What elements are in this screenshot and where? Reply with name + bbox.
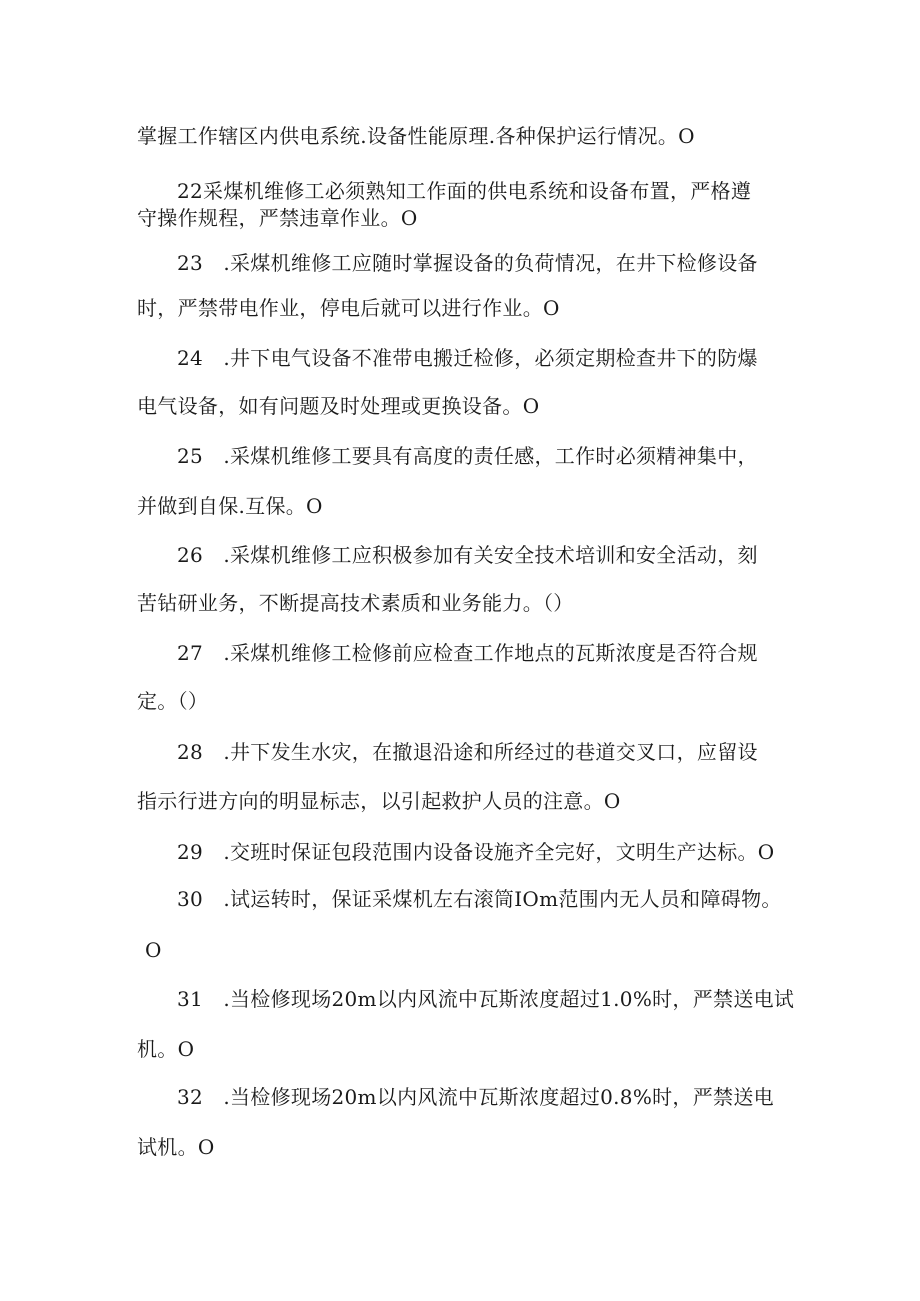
item-23-line-1: 23 .采煤机维修工应随时掌握设备的负荷情况，在井下检修设备: [177, 251, 758, 275]
item-29-line-1: 29 .交班时保证包段范围内设备设施齐全完好，文明生产达标。O: [177, 840, 775, 864]
item-28-line-2: 指示行进方向的明显标志，以引起救护人员的注意。O: [137, 789, 621, 813]
item-28-line-1: 28 .井下发生水灾，在撤退沿途和所经过的巷道交叉口，应留设: [177, 740, 758, 764]
item-22-line-2: 守操作规程，严禁违章作业。O: [137, 206, 418, 230]
item-24-line-1: 24 .井下电气设备不准带电搬迁检修，必须定期检查井下的防爆: [177, 346, 758, 370]
item-25-line-1: 25 .采煤机维修工要具有高度的责任感，工作时必须精神集中，: [177, 444, 758, 468]
item-27-line-1: 27 .采煤机维修工检修前应检查工作地点的瓦斯浓度是否符合规: [177, 641, 758, 665]
item-23-line-2: 时，严禁带电作业，停电后就可以进行作业。O: [137, 296, 560, 320]
item-25-line-2: 并做到自保.互保。O: [137, 494, 323, 518]
item-32-line-2: 试机。O: [137, 1135, 215, 1159]
item-31-line-1: 31 .当检修现场20m以内风流中瓦斯浓度超过1.0%时，严禁送电试: [177, 987, 795, 1011]
item-27-line-2: 定。（）: [137, 689, 209, 713]
item-31-line-2: 机。O: [137, 1037, 195, 1061]
item-32-line-1: 32 .当检修现场20m以内风流中瓦斯浓度超过0.8%时，严禁送电: [177, 1085, 774, 1109]
item-30-line-2: O: [145, 938, 162, 962]
item-22-line-1: 22采煤机维修工必须熟知工作面的供电系统和设备布置，严格遵: [177, 179, 752, 203]
item-24-line-2: 电气设备，如有问题及时处理或更换设备。O: [137, 394, 540, 418]
item-30-line-1: 30 .试运转时，保证采煤机左右滚筒IOm范围内无人员和障碍物。: [177, 887, 782, 911]
text-line: 掌握工作辖区内供电系统.设备性能原理.各种保护运行情况。O: [137, 124, 695, 148]
item-26-line-1: 26 .采煤机维修工应积极参加有关安全技术培训和安全活动，刻: [177, 543, 758, 567]
item-26-line-2: 苦钻研业务，不断提高技术素质和业务能力。（）: [137, 591, 574, 615]
